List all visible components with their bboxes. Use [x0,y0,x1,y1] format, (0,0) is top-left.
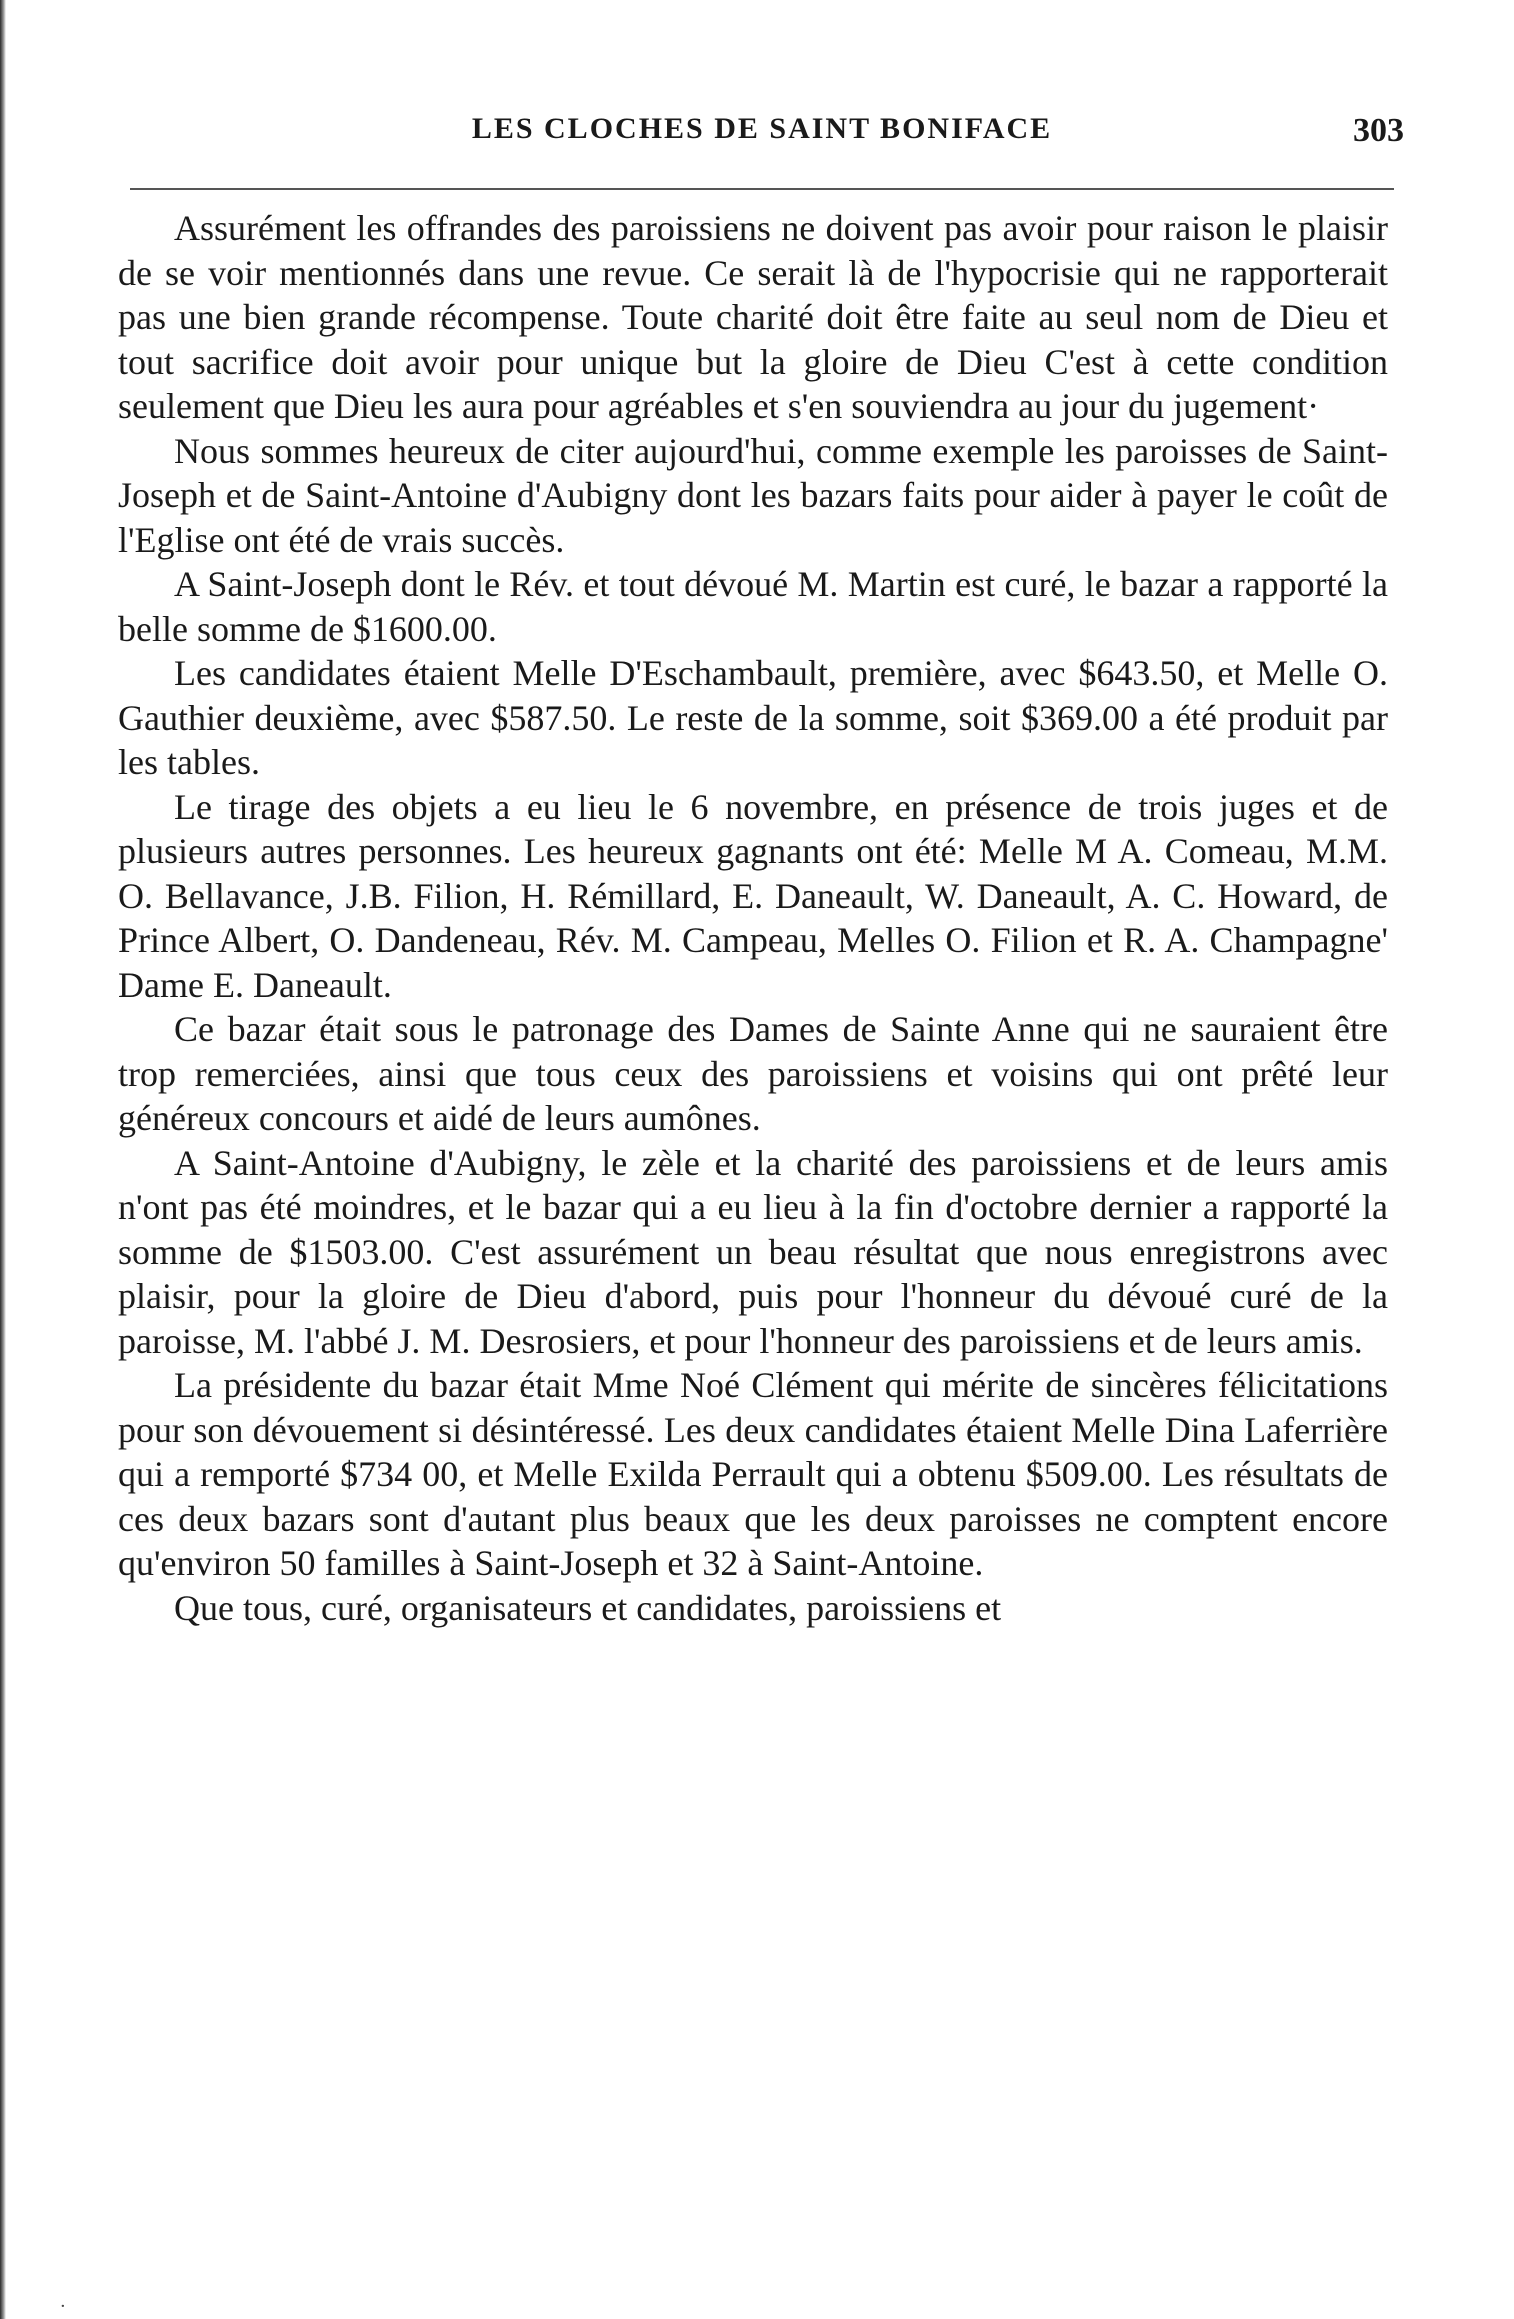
paragraph-candidates: Les candidates étaient Melle D'Eschambault, première, avec $643.50, et Melle O. Gauthier deuxième, avec $587.50. Le reste de la somme, soit $369.00 a été produit par les tables. [118,653,1388,782]
body-text [118,206,1388,1630]
paragraph-nous-sommes: Nous sommes heureux de citer aujourd'hui, comme exemple les paroisses de Saint-Joseph et de Saint-Antoine d'Aubigny dont les bazars faits pour aider à payer le coût de l'Eglise ont été de vrais succès. [118,430,1388,560]
paragraph-tirage: Le tirage des objets a eu lieu le 6 novembre, en présence de trois juges et de plusieurs autres personnes. Les heureux gagnants ont été: Melle M A. Comeau, M.M. O. Bellavance, J.B. Filion, H. Rémillard, E. Daneault, W. Daneault, A. C. Howard, de Prince Albert, O. Dandeneau, Rév. M. Campeau, Melles O. Filion et R. A. Champagne' Dame E. Daneault. [118,786,1388,1005]
paragraph-saint-joseph: A Saint-Joseph dont le Rév. et tout dévoué M. Martin est curé, le bazar a rapporté la belle somme de $1600.00. [118,564,1388,649]
paragraph-patronage: Ce bazar était sous le patronage des Dames de Sainte Anne qui ne sauraient être trop remerciées, ainsi que tous ceux des paroissiens et voisins qui ont prêté leur généreux concours et aidé de leurs aumônes. [118,1009,1388,1138]
page-edge [0,0,6,2319]
margin-speck: · [60,2296,66,2317]
paragraph-que-tous: Que tous, curé, organisateurs et candidates, paroissiens et [174,1587,1002,1628]
header-rule [130,188,1394,190]
paragraph-presidente: La présidente du bazar était Mme Noé Clément qui mérite de sincères félicitations pour son dévouement si désintéressé. Les deux candidates étaient Melle Dina Laferrière qui a remporté $734 00, et Melle Exilda Perrault qui a obtenu $509.00. Les résultats de ces deux bazars sont d'autant plus beaux que les deux paroisses ne comptent encore qu'environ 50 familles à Saint-Joseph et 32 à Saint-Antoine. [118,1365,1388,1583]
page-header [120,112,1404,168]
paragraph-offrandes: Assurément les offrandes des paroissiens ne doivent pas avoir pour raison le plaisir de se voir mentionnés dans une revue. Ce serait là de l'hypocrisie qui ne rapporterait pas une bien grande récompense. Toute charité doit être faite au seul nom de Dieu et tout sacrifice doit avoir pour unique but la gloire de Dieu C'est à cette condition seulement que Dieu les aura pour agréables et s'en souviendra au jour du jugement· [118,208,1388,426]
page-number: 303 [1353,112,1404,149]
running-title: LES CLOCHES DE SAINT BONIFACE [471,112,1053,145]
paragraph-saint-antoine: A Saint-Antoine d'Aubigny, le zèle et la charité des paroissiens et de leurs amis n'ont pas été moindres, et le bazar qui a eu lieu à la fin d'octobre dernier a rapporté la somme de $1503.00. C'est assurément un beau résultat que nous enregistrons avec plaisir, pour la gloire de Dieu d'abord, puis pour l'honneur du dévoué curé de la paroisse, M. l'abbé J. M. Desrosiers, et pour l'honneur des paroissiens et de leurs amis. [118,1142,1388,1361]
